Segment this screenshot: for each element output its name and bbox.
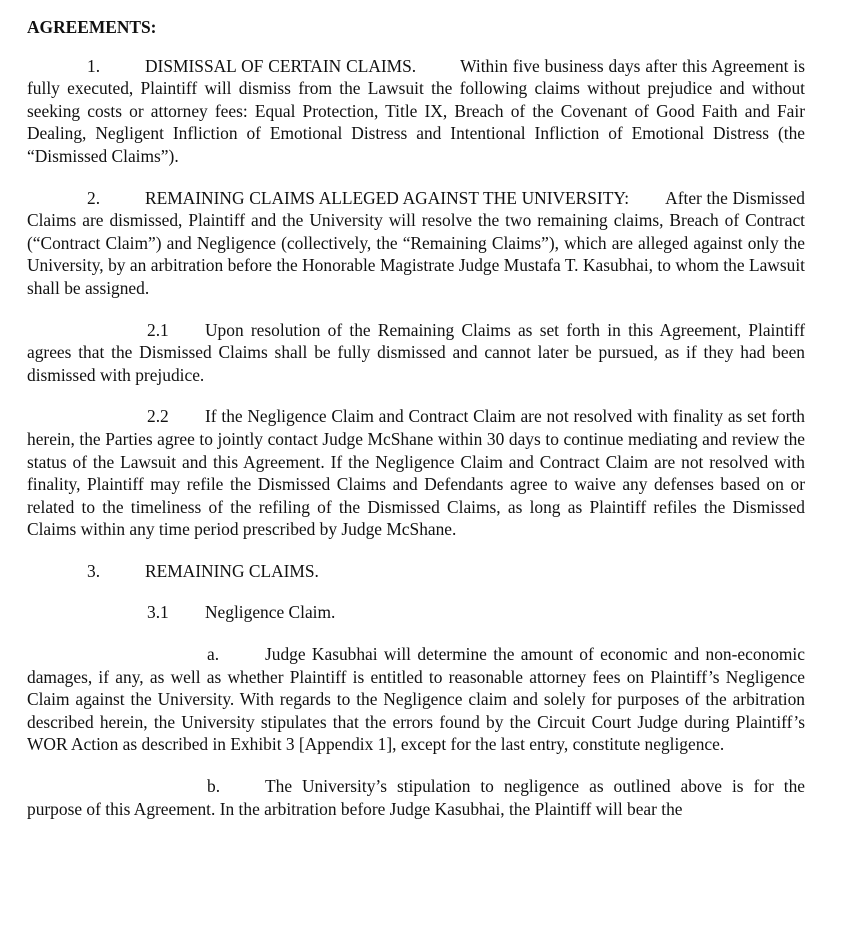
- section-3-1-title: Negligence Claim.: [205, 602, 336, 623]
- section-1: [27, 55, 805, 168]
- section-3: [27, 560, 805, 583]
- section-3-1-a-number: a.: [207, 644, 220, 665]
- section-1-number: 1.: [87, 55, 101, 76]
- agreements-heading: AGREEMENTS:: [27, 17, 157, 37]
- section-3-1: [27, 601, 805, 624]
- section-3-number: 3.: [87, 560, 101, 581]
- section-2-2: [27, 405, 805, 541]
- section-2-1: [27, 319, 805, 387]
- section-1-title: DISMISSAL OF CERTAIN CLAIMS.: [145, 55, 417, 76]
- section-2-1-number: 2.1: [147, 319, 169, 340]
- section-2: [27, 187, 805, 300]
- section-2-1-text: Upon resolution of the Remaining Claims as set forth in this Agreement, Plaintiff agrees that the Dismissed Claims shall be fully dismissed and cannot later be pursued, as if they had been dismissed with prejudice.: [27, 319, 805, 385]
- section-2-title: REMAINING CLAIMS ALLEGED AGAINST THE UNIVERSITY:: [145, 187, 630, 208]
- section-3-1-b-text: The University’s stipulation to negligence as outlined above is for the purpose of this Agreement. In the arbitration before Judge Kasubhai, the Plaintiff will bear the: [27, 776, 805, 819]
- section-2-2-text: If the Negligence Claim and Contract Claim are not resolved with finality as set forth herein, the Parties agree to jointly contact Judge McShane within 30 days to continue mediating and review the status of the Lawsuit and this Agreement. If the Negligence Claim and Contract Claim are not resolved with finality, Plaintiff may refile the Dismissed Claims and Defendants agree to waive any defenses based on or related to the timeliness of the refiling of the Dismissed Claims, as long as Plaintiff refiles the Dismissed Claims within any time period prescribed by Judge McShane.: [27, 406, 805, 540]
- section-2-number: 2.: [87, 187, 101, 208]
- section-2-text: After the Dismissed Claims are dismissed, Plaintiff and the University will resolve the two remaining claims, Breach of Contract (“Contract Claim”) and Negligence (collectively, the “Remaining Claims”), which are alleged against only the University, by an arbitration before the Honorable Magistrate Judge Mustafa T. Kasubhai, to whom the Lawsuit shall be assigned.: [27, 187, 805, 298]
- section-3-title: REMAINING CLAIMS.: [145, 560, 319, 581]
- section-3-1-a-text: Judge Kasubhai will determine the amount of economic and non-economic damages, if any, as well as whether Plaintiff is entitled to reasonable attorney fees on Plaintiff’s Negligence Claim against the University. With regards to the Negligence claim and solely for purposes of the arbitration described herein, the University stipulates that the errors found by the Circuit Court Judge during Plaintiff’s WOR Action as described in Exhibit 3 [Appendix 1], except for the last entry, constitute negligence.: [27, 644, 805, 755]
- section-3-1-number: 3.1: [147, 602, 169, 623]
- section-3-1-b: [27, 775, 805, 820]
- document-page: [27, 16, 805, 820]
- section-3-1-b-number: b.: [207, 776, 221, 797]
- section-1-text: Within five business days after this Agreement is fully executed, Plaintiff will dismiss from the Lawsuit the following claims without prejudice and without seeking costs or attorney fees: Equal Protection, Title IX, Breach of the Covenant of Good Faith and Fair Dealing, Negligent Infliction of Emotional Distress and Intentional Infliction of Emotional Distress (the “Dismissed Claims”).: [27, 55, 805, 166]
- section-3-1-a: [27, 643, 805, 756]
- section-2-2-number: 2.2: [147, 406, 169, 427]
